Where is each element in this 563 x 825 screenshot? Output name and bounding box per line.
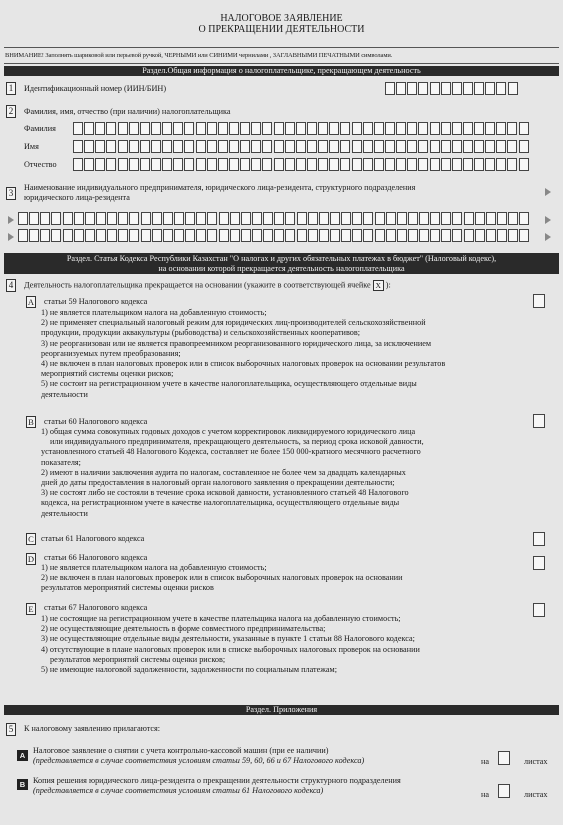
char-cell[interactable] xyxy=(385,82,395,95)
char-cell[interactable] xyxy=(363,212,373,225)
patronymic-label: Отчество xyxy=(24,160,57,169)
char-cell[interactable] xyxy=(218,158,228,171)
option-d-letter: D xyxy=(27,554,35,564)
char-cell[interactable] xyxy=(207,122,217,135)
char-cell[interactable] xyxy=(18,229,28,242)
char-cell[interactable] xyxy=(297,229,307,242)
option-a-checkbox[interactable] xyxy=(533,294,545,308)
char-cell[interactable] xyxy=(229,158,239,171)
char-cell[interactable] xyxy=(485,122,495,135)
arrow-right-icon xyxy=(545,188,551,196)
char-cell[interactable] xyxy=(140,122,150,135)
char-cell[interactable] xyxy=(485,158,495,171)
basis-label: Деятельность налогоплательщика прекращается на основании (укажите в соответствующей ячейке X ): xyxy=(24,280,391,290)
char-cell[interactable] xyxy=(107,212,117,225)
option-b-letter: B xyxy=(26,416,36,428)
char-cell[interactable] xyxy=(285,158,295,171)
char-cell[interactable] xyxy=(285,122,295,135)
option-c-head: статьи 61 Налогового кодекса xyxy=(41,534,145,543)
char-cell[interactable] xyxy=(352,122,362,135)
char-cell[interactable] xyxy=(151,122,161,135)
char-cell[interactable] xyxy=(308,212,318,225)
char-cell[interactable] xyxy=(496,82,506,95)
patronymic-input[interactable] xyxy=(73,158,530,171)
option-d-head: статьи 66 Налогового кодекса xyxy=(44,553,148,562)
char-cell[interactable] xyxy=(507,158,517,171)
char-cell[interactable] xyxy=(463,122,473,135)
field-number: 2 xyxy=(6,105,16,118)
char-cell[interactable] xyxy=(29,229,39,242)
char-cell[interactable] xyxy=(452,82,462,95)
char-cell[interactable] xyxy=(285,212,295,225)
attachment-a-text: Налоговое заявление о снятии с учета контрольно-кассовой машин (при ее наличии) (представляется в случае соответствия условиям статьи 59, 60, 66 и 67 Налогового кодекса) xyxy=(33,746,365,766)
char-cell[interactable] xyxy=(173,140,183,153)
char-cell[interactable] xyxy=(330,229,340,242)
char-cell[interactable] xyxy=(485,140,495,153)
char-cell[interactable] xyxy=(508,82,518,95)
char-cell[interactable] xyxy=(285,140,295,153)
char-cell[interactable] xyxy=(230,212,240,225)
char-cell[interactable] xyxy=(308,229,318,242)
option-a-head: статьи 59 Налогового кодекса xyxy=(44,297,148,306)
char-cell[interactable] xyxy=(441,158,451,171)
char-cell[interactable] xyxy=(218,122,228,135)
char-cell[interactable] xyxy=(251,158,261,171)
char-cell[interactable] xyxy=(29,212,39,225)
char-cell[interactable] xyxy=(318,140,328,153)
char-cell[interactable] xyxy=(74,212,84,225)
char-cell[interactable] xyxy=(363,158,373,171)
char-cell[interactable] xyxy=(407,158,417,171)
char-cell[interactable] xyxy=(196,158,206,171)
char-cell[interactable] xyxy=(262,140,272,153)
option-c-letter: C xyxy=(26,533,36,545)
firstname-label: Имя xyxy=(24,142,39,151)
char-cell[interactable] xyxy=(118,122,128,135)
char-cell[interactable] xyxy=(173,122,183,135)
char-cell[interactable] xyxy=(463,158,473,171)
char-cell[interactable] xyxy=(418,140,428,153)
char-cell[interactable] xyxy=(63,229,73,242)
char-cell[interactable] xyxy=(407,82,417,95)
char-cell[interactable] xyxy=(419,212,429,225)
char-cell[interactable] xyxy=(441,82,451,95)
firstname-input[interactable] xyxy=(73,140,530,153)
char-cell[interactable] xyxy=(430,158,440,171)
char-cell[interactable] xyxy=(486,229,496,242)
attachment-a-letter: A xyxy=(17,750,28,761)
char-cell[interactable] xyxy=(185,229,195,242)
form-title: НАЛОГОВОЕ ЗАЯВЛЕНИЕ О ПРЕКРАЩЕНИИ ДЕЯТЕЛЬНОСТИ xyxy=(198,13,365,35)
divider xyxy=(4,47,559,48)
char-cell[interactable] xyxy=(251,122,261,135)
char-cell[interactable] xyxy=(496,140,506,153)
field-number: 3 xyxy=(6,187,16,200)
char-cell[interactable] xyxy=(240,122,250,135)
char-cell[interactable] xyxy=(430,212,440,225)
surname-label: Фамилия xyxy=(24,124,56,133)
char-cell[interactable] xyxy=(363,229,373,242)
char-cell[interactable] xyxy=(318,122,328,135)
char-cell[interactable] xyxy=(318,158,328,171)
char-cell[interactable] xyxy=(430,229,440,242)
char-cell[interactable] xyxy=(363,140,373,153)
char-cell[interactable] xyxy=(163,212,173,225)
char-cell[interactable] xyxy=(141,212,151,225)
option-b-conditions: 1) общая сумма совокупных годовых доходов с учетом корректировок ликвидируемого юридического лица или индивидуального предпринимателя, прекращающего деятельность, за период срока исковой давности, установленного статьей 48 Налогового Кодекса, составляет не более 150 000-кратного месячного расчетного показателя; 2) имеют в наличии заключения аудита по налогам, составленное не более чем за двадцать календарных дней до даты предоставления в налоговый орган налогового заявления о прекращении деятельности; 3) не состоят либо не состояли в течение срока исковой давности, установленного статьей 48 Налогового кодекса, на регистрационном учете в качестве налогоплательщика, осуществляющего отдельные виды деятельности xyxy=(41,427,424,518)
char-cell[interactable] xyxy=(340,158,350,171)
char-cell[interactable] xyxy=(162,122,172,135)
char-cell[interactable] xyxy=(196,140,206,153)
char-cell[interactable] xyxy=(40,212,50,225)
char-cell[interactable] xyxy=(375,212,385,225)
attachment-b-sheets-label: листах xyxy=(524,790,548,799)
char-cell[interactable] xyxy=(363,122,373,135)
char-cell[interactable] xyxy=(396,158,406,171)
char-cell[interactable] xyxy=(375,229,385,242)
char-cell[interactable] xyxy=(96,212,106,225)
char-cell[interactable] xyxy=(329,122,339,135)
char-cell[interactable] xyxy=(152,229,162,242)
char-cell[interactable] xyxy=(163,229,173,242)
char-cell[interactable] xyxy=(229,122,239,135)
char-cell[interactable] xyxy=(129,212,139,225)
char-cell[interactable] xyxy=(51,212,61,225)
char-cell[interactable] xyxy=(407,122,417,135)
section-attachments-header: Раздел. Приложения xyxy=(4,705,559,715)
char-cell[interactable] xyxy=(219,212,229,225)
char-cell[interactable] xyxy=(51,229,61,242)
char-cell[interactable] xyxy=(85,229,95,242)
char-cell[interactable] xyxy=(441,229,451,242)
char-cell[interactable] xyxy=(374,122,384,135)
char-cell[interactable] xyxy=(407,140,417,153)
char-cell[interactable] xyxy=(474,122,484,135)
char-cell[interactable] xyxy=(174,212,184,225)
char-cell[interactable] xyxy=(307,158,317,171)
char-cell[interactable] xyxy=(519,229,529,242)
char-cell[interactable] xyxy=(106,140,116,153)
char-cell[interactable] xyxy=(274,122,284,135)
char-cell[interactable] xyxy=(296,122,306,135)
char-cell[interactable] xyxy=(151,140,161,153)
field-number: 4 xyxy=(6,279,16,292)
char-cell[interactable] xyxy=(252,229,262,242)
option-e-checkbox[interactable] xyxy=(533,603,545,617)
char-cell[interactable] xyxy=(151,158,161,171)
option-d-checkbox[interactable] xyxy=(533,556,545,570)
char-cell[interactable] xyxy=(519,212,529,225)
char-cell[interactable] xyxy=(18,212,28,225)
char-cell[interactable] xyxy=(262,158,272,171)
char-cell[interactable] xyxy=(441,140,451,153)
option-b-head: статьи 60 Налогового кодекса xyxy=(44,417,148,426)
x-mark-sample: X xyxy=(373,280,384,291)
fullname-label: Фамилия, имя, отчество (при наличии) налогоплательщика xyxy=(24,107,231,116)
char-cell[interactable] xyxy=(430,82,440,95)
field-number: 5 xyxy=(6,723,16,736)
char-cell[interactable] xyxy=(173,158,183,171)
char-cell[interactable] xyxy=(262,122,272,135)
char-cell[interactable] xyxy=(207,212,217,225)
char-cell[interactable] xyxy=(263,229,273,242)
char-cell[interactable] xyxy=(129,229,139,242)
char-cell[interactable] xyxy=(396,140,406,153)
char-cell[interactable] xyxy=(508,229,518,242)
char-cell[interactable] xyxy=(274,158,284,171)
char-cell[interactable] xyxy=(118,140,128,153)
option-a-conditions: 1) не является плательщиком налога на добавленную стоимость; 2) не применяет специальный налоговый режим для юридических лиц-производителей сельскохозяйственной продукции, продукции аквакультуры (рыбоводства) и сельскохозяйственных кооперативов; 3) не реорганизован или не является правопреемником реорганизованного юридического лица, за исключением реорганизуемых путем преобразования; 4) не включен в план налоговых проверок или в список выборочных налоговых проверок на основании результатов мероприятий системы оценки рисков; 5) не состоит на регистрационном учете в качестве налогоплательщика, осуществляющего отдельные виды деятельности xyxy=(41,308,446,399)
arrow-right-icon xyxy=(8,233,14,241)
char-cell[interactable] xyxy=(207,140,217,153)
char-cell[interactable] xyxy=(230,229,240,242)
char-cell[interactable] xyxy=(107,229,117,242)
option-d-conditions: 1) не является плательщиком налога на добавленную стоимость; 2) не включен в план налоговых проверок или в список выборочных налоговых проверок на основании результатов мероприятий системы оценки рисков xyxy=(41,563,403,593)
char-cell[interactable] xyxy=(340,122,350,135)
char-cell[interactable] xyxy=(329,158,339,171)
char-cell[interactable] xyxy=(74,229,84,242)
char-cell[interactable] xyxy=(274,229,284,242)
char-cell[interactable] xyxy=(397,229,407,242)
char-cell[interactable] xyxy=(463,82,473,95)
char-cell[interactable] xyxy=(218,140,228,153)
char-cell[interactable] xyxy=(352,212,362,225)
iin-bin-input[interactable] xyxy=(385,82,519,95)
char-cell[interactable] xyxy=(497,212,507,225)
char-cell[interactable] xyxy=(96,229,106,242)
entity-name-input-row1[interactable] xyxy=(18,212,530,225)
char-cell[interactable] xyxy=(140,158,150,171)
char-cell[interactable] xyxy=(229,140,239,153)
char-cell[interactable] xyxy=(464,229,474,242)
attachment-b-letter: B xyxy=(17,779,28,790)
char-cell[interactable] xyxy=(464,212,474,225)
entity-name-input-row2[interactable] xyxy=(18,229,530,242)
field-number: 1 xyxy=(6,82,16,95)
char-cell[interactable] xyxy=(185,212,195,225)
option-b-checkbox[interactable] xyxy=(533,414,545,428)
char-cell[interactable] xyxy=(452,229,462,242)
option-c-checkbox[interactable] xyxy=(533,532,545,546)
char-cell[interactable] xyxy=(274,140,284,153)
section-general-header: Раздел.Общая информация о налогоплательщике, прекращающем деятельность xyxy=(4,66,559,76)
char-cell[interactable] xyxy=(106,122,116,135)
char-cell[interactable] xyxy=(352,140,362,153)
char-cell[interactable] xyxy=(63,212,73,225)
char-cell[interactable] xyxy=(241,212,251,225)
char-cell[interactable] xyxy=(519,140,529,153)
char-cell[interactable] xyxy=(330,212,340,225)
surname-input[interactable] xyxy=(73,122,530,135)
char-cell[interactable] xyxy=(386,212,396,225)
char-cell[interactable] xyxy=(207,158,217,171)
attachment-a-sheets-input[interactable] xyxy=(498,751,510,765)
char-cell[interactable] xyxy=(297,212,307,225)
char-cell[interactable] xyxy=(152,212,162,225)
char-cell[interactable] xyxy=(84,140,94,153)
char-cell[interactable] xyxy=(341,229,351,242)
char-cell[interactable] xyxy=(374,140,384,153)
char-cell[interactable] xyxy=(118,229,128,242)
char-cell[interactable] xyxy=(507,122,517,135)
char-cell[interactable] xyxy=(519,158,529,171)
char-cell[interactable] xyxy=(341,212,351,225)
char-cell[interactable] xyxy=(240,140,250,153)
char-cell[interactable] xyxy=(141,229,151,242)
char-cell[interactable] xyxy=(240,158,250,171)
char-cell[interactable] xyxy=(184,158,194,171)
char-cell[interactable] xyxy=(196,212,206,225)
divider xyxy=(4,63,559,64)
char-cell[interactable] xyxy=(307,122,317,135)
section-article-header: Раздел. Статья Кодекса Республики Казахстан "О налогах и других обязательных платежах в бюджет" (Налоговый кодекс), на основании которой прекращается деятельность налогоплательщика xyxy=(4,253,559,274)
char-cell[interactable] xyxy=(497,229,507,242)
char-cell[interactable] xyxy=(474,140,484,153)
char-cell[interactable] xyxy=(475,212,485,225)
char-cell[interactable] xyxy=(441,212,451,225)
char-cell[interactable] xyxy=(474,158,484,171)
char-cell[interactable] xyxy=(263,212,273,225)
option-e-letter: E xyxy=(26,603,36,615)
arrow-right-icon xyxy=(8,216,14,224)
char-cell[interactable] xyxy=(496,158,506,171)
char-cell[interactable] xyxy=(129,158,139,171)
char-cell[interactable] xyxy=(73,140,83,153)
char-cell[interactable] xyxy=(474,82,484,95)
char-cell[interactable] xyxy=(285,229,295,242)
char-cell[interactable] xyxy=(397,212,407,225)
char-cell[interactable] xyxy=(84,122,94,135)
char-cell[interactable] xyxy=(95,158,105,171)
char-cell[interactable] xyxy=(352,158,362,171)
attachment-a-on-label: на xyxy=(481,757,490,766)
char-cell[interactable] xyxy=(329,140,339,153)
char-cell[interactable] xyxy=(486,212,496,225)
char-cell[interactable] xyxy=(174,229,184,242)
char-cell[interactable] xyxy=(84,158,94,171)
char-cell[interactable] xyxy=(463,140,473,153)
char-cell[interactable] xyxy=(118,212,128,225)
char-cell[interactable] xyxy=(452,158,462,171)
char-cell[interactable] xyxy=(418,122,428,135)
char-cell[interactable] xyxy=(274,212,284,225)
char-cell[interactable] xyxy=(340,140,350,153)
char-cell[interactable] xyxy=(241,229,251,242)
arrow-right-icon xyxy=(545,216,551,224)
char-cell[interactable] xyxy=(184,140,194,153)
char-cell[interactable] xyxy=(296,140,306,153)
char-cell[interactable] xyxy=(40,229,50,242)
char-cell[interactable] xyxy=(296,158,306,171)
char-cell[interactable] xyxy=(475,229,485,242)
char-cell[interactable] xyxy=(418,158,428,171)
char-cell[interactable] xyxy=(430,122,440,135)
char-cell[interactable] xyxy=(385,140,395,153)
attachment-a-sheets-label: листах xyxy=(524,757,548,766)
char-cell[interactable] xyxy=(95,122,105,135)
char-cell[interactable] xyxy=(352,229,362,242)
char-cell[interactable] xyxy=(319,229,329,242)
char-cell[interactable] xyxy=(507,140,517,153)
char-cell[interactable] xyxy=(252,212,262,225)
char-cell[interactable] xyxy=(508,212,518,225)
char-cell[interactable] xyxy=(95,140,105,153)
char-cell[interactable] xyxy=(106,158,116,171)
char-cell[interactable] xyxy=(73,122,83,135)
warning-text: ВНИМАНИЕ! Заполнять шариковой или перьевой ручкой, ЧЕРНЫМИ или СИНИМИ чернилами , ЗАГЛАВНЫМИ ПЕЧАТНЫМИ символами. xyxy=(5,52,393,59)
char-cell[interactable] xyxy=(430,140,440,153)
option-e-conditions: 1) не состоящие на регистрационном учете в качестве плательщика налога на добавленную стоимость; 2) не осуществляющие деятельность в форме совместного предпринимательства; 3) не осуществляющие отдельные виды деятельности, указанные в пункте 1 статьи 88 Налогового кодекса; 4) отсутствующие в плане налоговых проверок или в списке выборочных налоговых проверок на основании результатов мероприятий системы оценки рисков; 5) не имеющие налоговой задолженности, задолженности по социальным платежам; xyxy=(41,614,420,675)
char-cell[interactable] xyxy=(374,158,384,171)
attachments-label: К налоговому заявлению прилагаются: xyxy=(24,724,161,733)
char-cell[interactable] xyxy=(408,229,418,242)
char-cell[interactable] xyxy=(85,212,95,225)
iin-bin-label: Идентификационный номер (ИИН/БИН) xyxy=(24,84,167,93)
arrow-right-icon xyxy=(545,233,551,241)
char-cell[interactable] xyxy=(452,122,462,135)
char-cell[interactable] xyxy=(129,140,139,153)
option-e-head: статьи 67 Налогового кодекса xyxy=(44,603,148,612)
char-cell[interactable] xyxy=(452,140,462,153)
char-cell[interactable] xyxy=(219,229,229,242)
char-cell[interactable] xyxy=(396,82,406,95)
char-cell[interactable] xyxy=(196,122,206,135)
char-cell[interactable] xyxy=(73,158,83,171)
char-cell[interactable] xyxy=(129,122,139,135)
char-cell[interactable] xyxy=(307,140,317,153)
char-cell[interactable] xyxy=(162,158,172,171)
attachment-b-sheets-input[interactable] xyxy=(498,784,510,798)
char-cell[interactable] xyxy=(207,229,217,242)
char-cell[interactable] xyxy=(496,122,506,135)
char-cell[interactable] xyxy=(184,122,194,135)
attachment-b-on-label: на xyxy=(481,790,490,799)
char-cell[interactable] xyxy=(251,140,261,153)
char-cell[interactable] xyxy=(396,122,406,135)
option-a-letter: A xyxy=(27,297,35,307)
char-cell[interactable] xyxy=(386,229,396,242)
char-cell[interactable] xyxy=(441,122,451,135)
char-cell[interactable] xyxy=(319,212,329,225)
char-cell[interactable] xyxy=(162,140,172,153)
char-cell[interactable] xyxy=(385,158,395,171)
char-cell[interactable] xyxy=(418,82,428,95)
entity-name-label: Наименование индивидуального предпринимателя, юридического лица-резидента, структурного подразделения юридического лица-резидента xyxy=(24,183,416,203)
char-cell[interactable] xyxy=(419,229,429,242)
char-cell[interactable] xyxy=(118,158,128,171)
char-cell[interactable] xyxy=(408,212,418,225)
attachment-b-text: Копия решения юридического лица-резидента о прекращении деятельности структурного подразделения (представляется в случае соответствия условиям статьи 61 Налогового кодекса) xyxy=(33,776,401,796)
char-cell[interactable] xyxy=(385,122,395,135)
char-cell[interactable] xyxy=(140,140,150,153)
char-cell[interactable] xyxy=(485,82,495,95)
char-cell[interactable] xyxy=(452,212,462,225)
char-cell[interactable] xyxy=(519,122,529,135)
char-cell[interactable] xyxy=(196,229,206,242)
